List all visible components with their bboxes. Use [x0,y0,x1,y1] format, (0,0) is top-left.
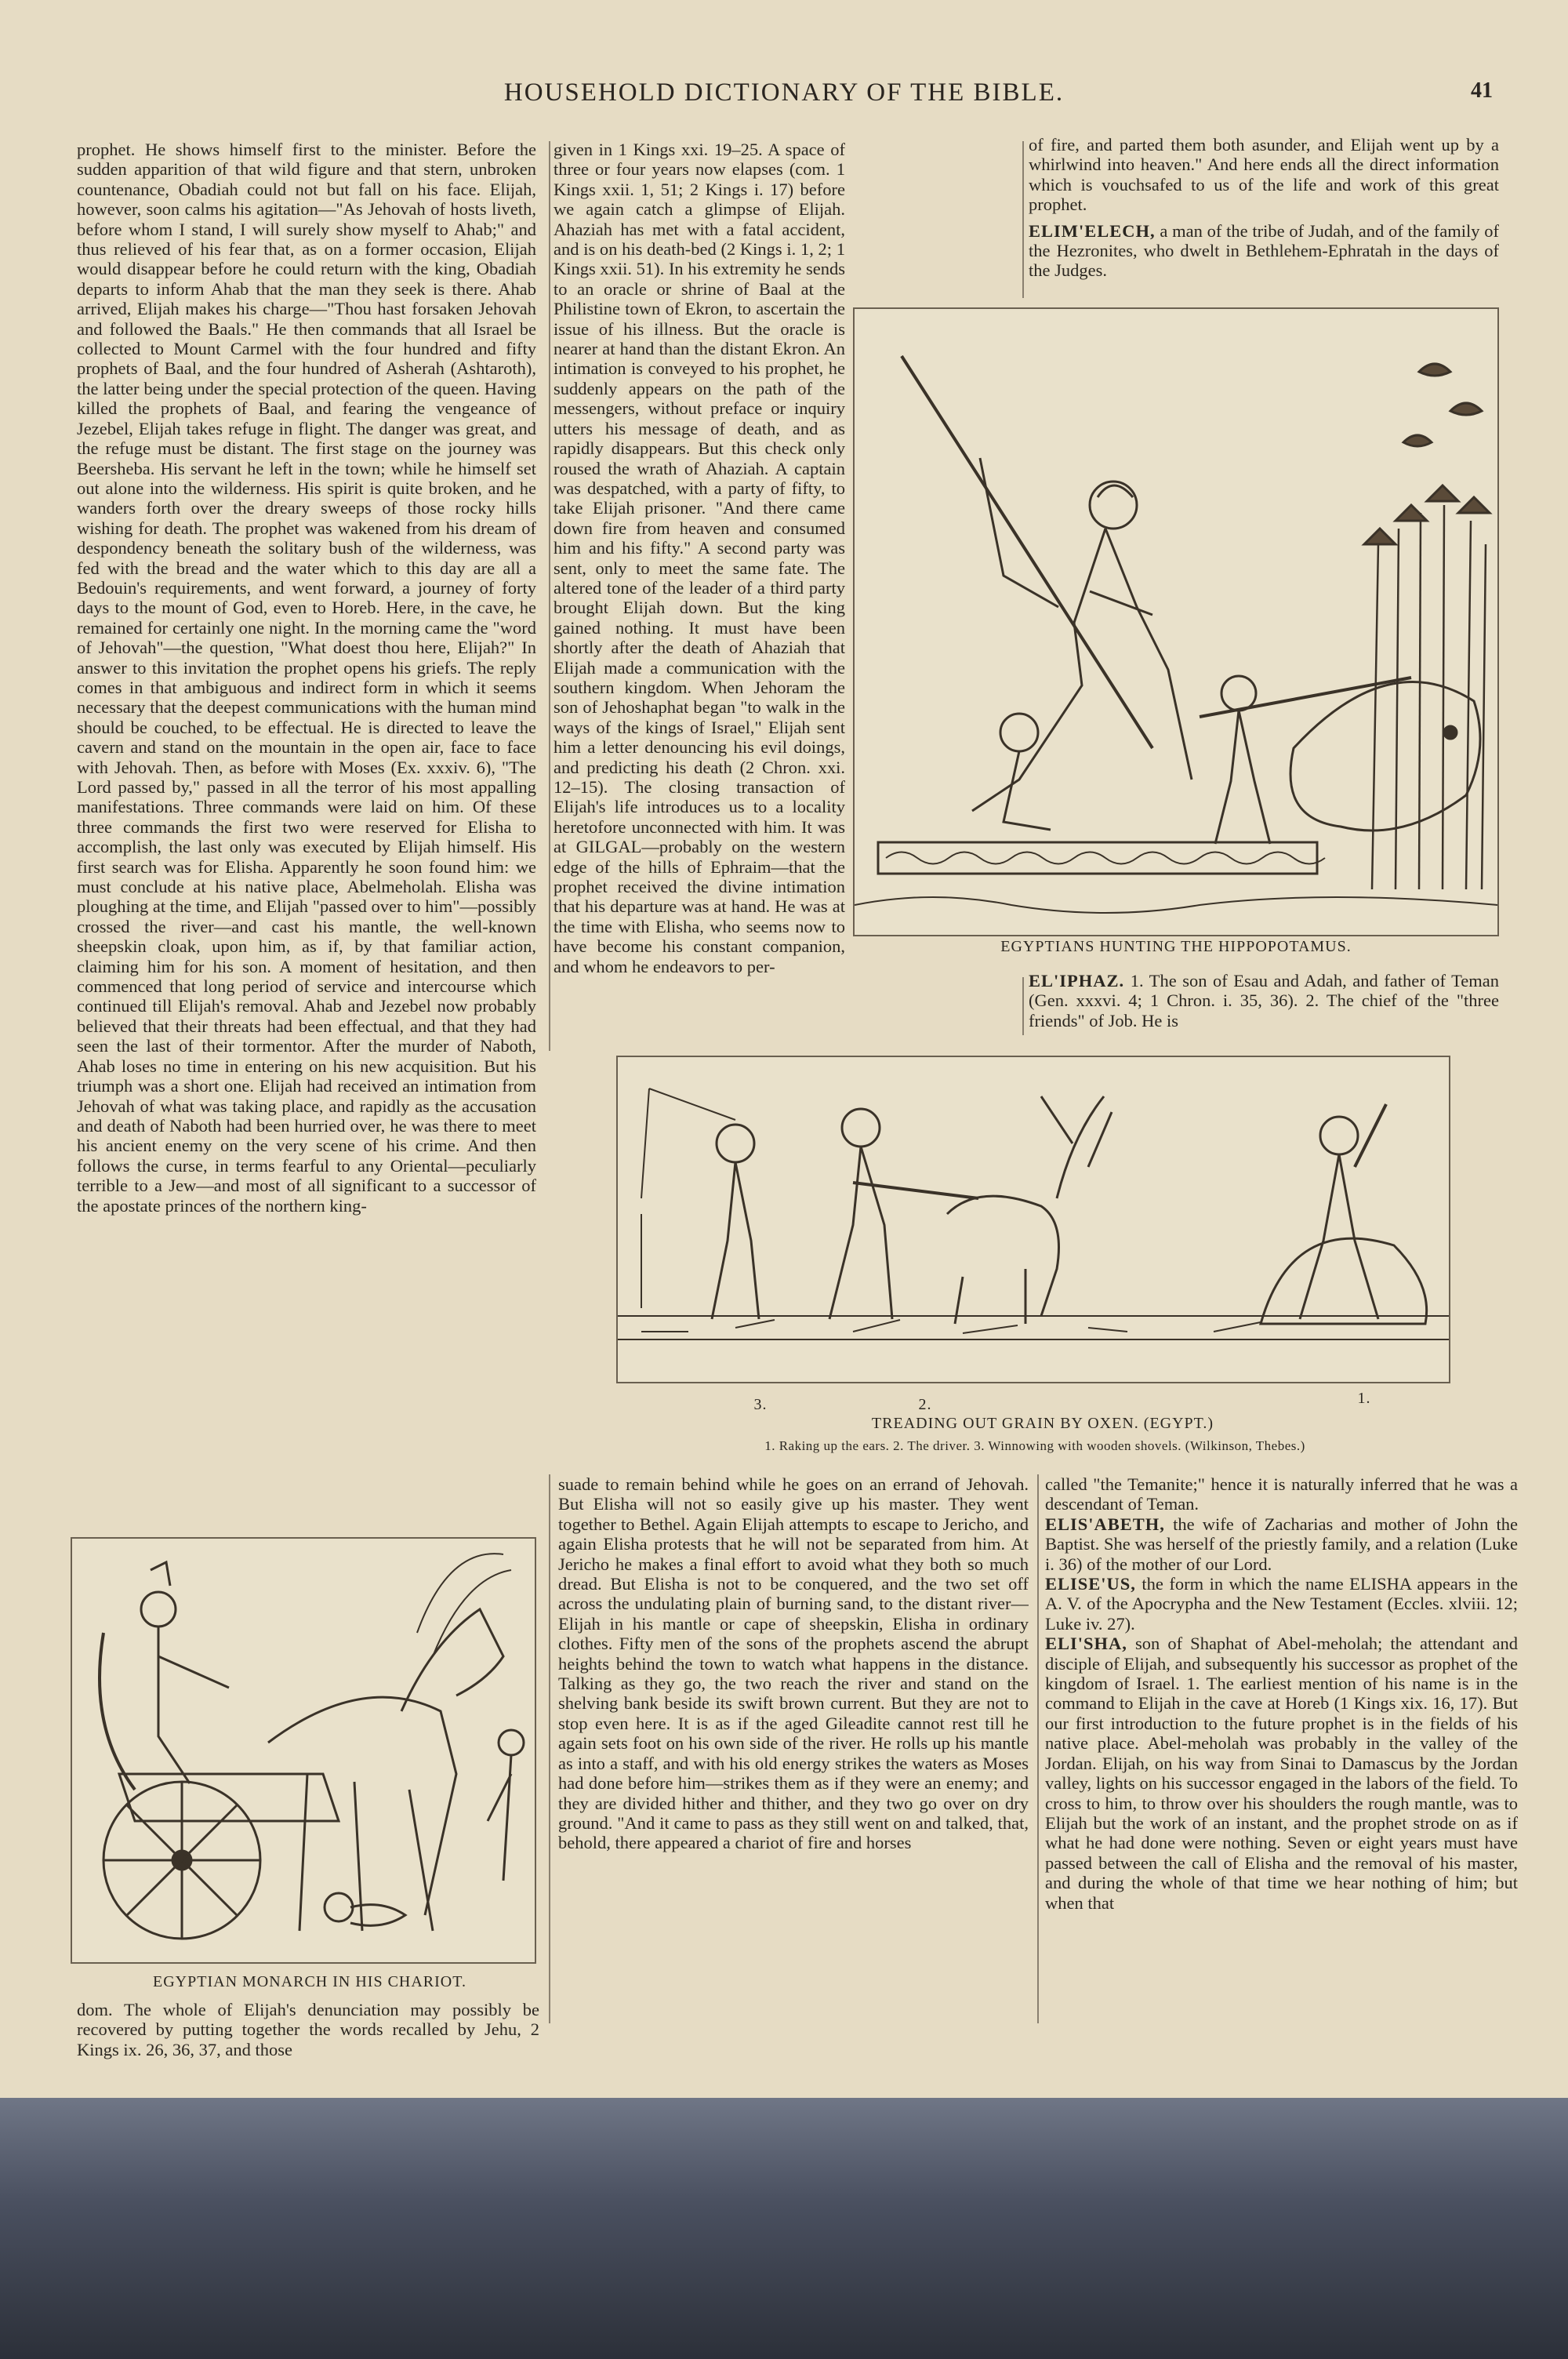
headword: ELI'SHA, [1045,1634,1127,1654]
column-rule [1022,977,1024,1035]
column-rule [1037,1474,1039,2023]
figure-caption: TREADING OUT GRAIN BY OXEN. (EGYPT.) [871,1415,1214,1432]
col3-eliphaz [1029,971,1499,1034]
figure-number: 2. [918,1396,932,1413]
col1-bottom-paragraph: dom. The whole of Elijah's denunciation may possibly be recovered by putting together the words recalled by Jehu, 2 Kings ix. 26, 36, 37, and those [77,2000,539,2059]
column-rule [1022,141,1024,298]
entry-text: the wife of Zacharias and mother of John the Baptist. She was herself of the priestly family, and a relation (Luke i. 36) of the mother of our Lord. [1045,1514,1518,1574]
entry-eliseus [1045,1574,1518,1634]
chariot-illustration [72,1539,535,1962]
col2-bottom-text [558,1474,1029,2023]
entry-eliphaz [1029,971,1499,1030]
entry-elisha [1045,1634,1518,1913]
headword: ELIS'ABETH, [1045,1514,1165,1534]
entry-text: a man of the tribe of Judah, and of the family of the Hezronites, who dwelt in Bethlehem-Ephratah in the days of the Judges. [1029,220,1499,281]
hippopotamus-illustration [855,309,1497,935]
col1-paragraph: prophet. He shows himself first to the minister. Before the sudden apparition of that wild figure and that stern, unbroken countenance, Obadiah could not but fall on his face. Elijah, however, soon calms his agitation—"As Jehovah of hosts liveth, before whom I stand, I will surely show myself to Ahab;" and thus relieved of his fear that, as on a former occasion, Elijah would disappear before he could return with the king, Obadiah departs to inform Ahab that the man they seek is there. Ahab arrived, Elijah makes his charge—"Thou hast forsaken Jehovah and followed the Baals." He then commands that all Israel be collected to Mount Carmel with the four hundred and fifty prophets of Baal, and the four hundred of Asherah (Ashtaroth), the latter being under the special protection of the queen. Having killed the prophets of Baal, and fearing the vengeance of Jezebel, Elijah takes refuge in flight. The danger was great, and the refuge must be distant. The first stage on the journey was Beersheba. His servant he left in the town; while he himself set out alone into the wilderness. His spirit is quite broken, and he wanders forth over the dreary sweeps of those rocky hills wishing for death. The prophet was wakened from his dream of despondency beneath the solitary bush of the wilderness, was fed with the bread and the water which to this day are all a Bedouin's requirements, and went forward, a journey of forty days to the mount of God, even to Horeb. Here, in the cave, he remained for certainly one night. In the morning came the "word of Jehovah"—the question, "What doest thou here, Elijah?" In answer to this invitation the prophet opens his griefs. The reply comes in that ambiguous and indirect form in which it seems necessary that the deepest communications with the human mind should be couched, to be effectual. He is directed to leave the cavern and stand on the mountain in the open air, face to face with Jehovah. Then, as before with Moses (Ex. xxxiv. 6), "The Lord passed by," passed in all the terror of his most appalling manifestations. Three commands were laid on him. Of these three commands the first two were reserved for Elisha to accomplish, the last only was executed by Elijah himself. His first search was for Elisha. Apparently he soon found him: we must conclude at his native place, Abelmeholah. Elisha was ploughing at the time, and Elijah "passed over to him"—possibly crossed the river—and cast his mantle, the well-known sheepskin cloak, upon him, as if, by that familiar action, claiming him for his son. A moment of hesitation, and then commenced that long period of service and intercourse which continued till Elijah's removal. Ahab and Jezebel now probably believed that their threats had been effectual, and that they had seen the last of their tormentor. After the murder of Naboth, Ahab loses no time in entering on his new acquisition. But his triumph was a short one. Elijah had received an intimation from Jehovah of what was taking place, and rapidly as the accusation and death of Naboth had been hurried over, he was there to meet his ancient enemy on the very scene of his crime. And then follows the curse, in terms fearful to any Oriental—peculiarly terrible to a Jew—and most of all significant to a successor of the apostate princes of the northern king- [77,140,536,1216]
figure-caption: EGYPTIAN MONARCH IN HIS CHARIOT. [153,1973,466,1990]
running-header: HOUSEHOLD DICTIONARY OF THE BIBLE. [503,78,1065,107]
page-number: 41 [1471,78,1493,103]
entry-text: 1. The son of Esau and Adah, and father of Teman (Gen. xxxvi. 4; 1 Chron. i. 35, 36). 2. The chief of the "three friends" of Job. He is [1029,971,1499,1030]
figure-chariot [71,1537,536,1964]
entry-elisabeth [1045,1514,1518,1574]
figure-number: 1. [1357,1390,1371,1407]
headword: ELISE'US, [1045,1574,1136,1594]
dark-background [0,2098,1568,2359]
col3-bottom-paragraph: called "the Temanite;" hence it is naturally inferred that he was a descendant of Teman. [1045,1474,1518,1514]
entry-elimelech [1029,221,1499,281]
entry-text: the form in which the name ELISHA appears in the A. V. of the Apocrypha and the New Testament (Eccles. xlviii. 12; Luke iv. 27). [1045,1574,1518,1634]
figure-number: 3. [753,1396,768,1413]
treading-grain-illustration [618,1057,1449,1382]
col2-bottom-paragraph: suade to remain behind while he goes on an errand of Jehovah. But Elisha will not so easily give up his master. They went together to Bethel. Again Elijah attempts to escape to Jericho, and again Elisha protests that he will not be separated from him. At Jericho he makes a final effort to avoid what they both so much dread. But Elisha is not to be conquered, and the two set off across the undulating plain of burning sand, to the distant river—Elijah in his mantle or cape of sheepskin, Elisha in ordinary clothes. Fifty men of the sons of the prophets ascend the abrupt heights behind the town to watch what happens in the distance. Talking as they go, the two reach the river and stand on the shelving bank beside its swift brown current. But they are not to stop even here. It is as if the aged Gileadite cannot rest till he again sets foot on his own side of the river. He rolls up his mantle as into a staff, and with his old energy strikes the waters as Moses had done before him—strikes them as if they were an enemy; and they are divided hither and thither, and they two go over on dry ground. "And it came to pass as they still went on and talked, that, behold, there appeared a chariot of fire and horses [558,1474,1029,1853]
column-rule [549,141,550,1051]
col3-bottom-text [1045,1474,1518,2023]
col3-top-paragraph: of fire, and parted them both asunder, and Elijah went up by a whirlwind into heaven." And here ends all the direct information which is vouchsafed to us of the life and work of this great prophet. [1029,135,1499,215]
figure-subcaption: 1. Raking up the ears. 2. The driver. 3. Winnowing with wooden shovels. (Wilkinson, Thebes.) [764,1438,1305,1453]
figure-caption: EGYPTIANS HUNTING THE HIPPOPOTAMUS. [1000,938,1352,955]
figure-treading-grain [616,1056,1450,1383]
col1-bottom-text [77,2000,539,2063]
column-rule [549,1474,550,2023]
col3-top-text [1029,135,1499,300]
figure-hippopotamus-hunt [853,307,1499,936]
col1-text [77,140,536,1529]
col2-text [554,140,845,1026]
entry-text: son of Shaphat of Abel-meholah; the attendant and disciple of Elijah, and subsequently his successor as prophet of the kingdom of Israel. 1. The earliest mention of his name is in the command to Elijah in the cave at Horeb (1 Kings xix. 16, 17). But our first introduction to the future prophet is in the fields of his native place. Abel-meholah was probably in the valley of the Jordan. Elijah, on his way from Sinai to Damascus by the Jordan valley, lights on his successor engaged in the labors of the field. To cross to him, to throw over his shoulders the rough mantle, was to Elijah but the work of an instant, and the prophet strode on as if what he had done were nothing. Seven or eight years must have passed between the call of Elisha and the removal of his master, and during the whole of that time we hear nothing of him; but when that [1045,1634,1518,1913]
headword: EL'IPHAZ. [1029,971,1125,990]
col2-paragraph: given in 1 Kings xxi. 19–25. A space of three or four years now elapses (com. 1 Kings xxii. 1, 51; 2 Kings i. 17) before we again catch a glimpse of Elijah. Ahaziah has met with a fatal accident, and is on his death-bed (2 Kings i. 1, 2; 1 Kings xxii. 51). In his extremity he sends to an oracle or shrine of Baal at the Philistine town of Ekron, to ascertain the issue of his illness. But the oracle is nearer at hand than the distant Ekron. An intimation is conveyed to his prophet, he suddenly appears on the path of the messengers, without preface or inquiry utters his message of death, and as rapidly disappears. But this check only roused the wrath of Ahaziah. A captain was despatched, with a party of fifty, to take Elijah prisoner. "And there came down fire from heaven and consumed him and his fifty." A second party was sent, only to meet the same fate. The altered tone of the leader of a third party brought Elijah down. But the king gained nothing. It must have been shortly after the death of Ahaziah that Elijah made a communication with the southern kingdom. When Jehoram the son of Jehoshaphat began "to walk in the ways of the kings of Israel," Elijah sent him a letter denouncing his evil doings, and predicting his death (2 Chron. xxi. 12–15). The closing transaction of Elijah's life introduces us to a locality heretofore unconnected with him. It was at GILGAL—probably on the western edge of the hills of Ephraim—that the prophet received the divine intimation that his departure was at hand. He was at the time with Elisha, who seems now to have become his constant companion, and whom he endeavors to per- [554,140,845,976]
headword: ELIM'ELECH, [1029,220,1156,241]
